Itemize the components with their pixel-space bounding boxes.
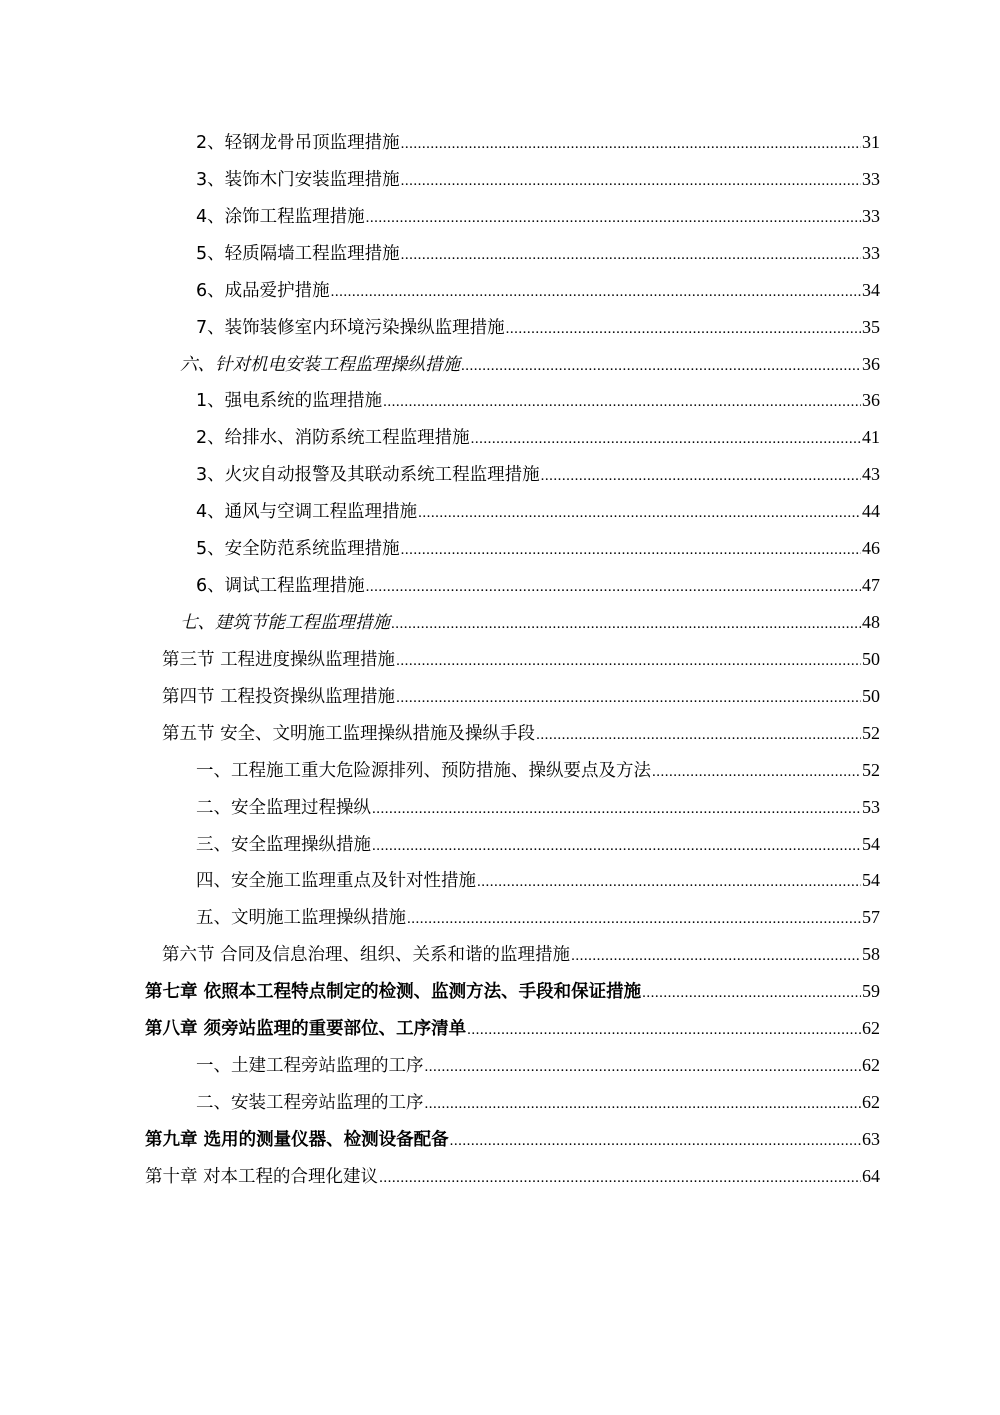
toc-entry[interactable] (0, 715, 1000, 752)
toc-entry[interactable] (0, 789, 1000, 826)
toc-page-number: 41 (862, 427, 880, 448)
dot-leader (425, 1084, 862, 1123)
toc-entry[interactable] (0, 124, 1000, 161)
toc-entry-title: 4、通风与空调工程监理措施 (196, 502, 418, 523)
toc-entry-title: 6、调试工程监理措施 (196, 576, 365, 597)
dot-leader (477, 862, 861, 901)
toc-page-number: 52 (862, 722, 880, 743)
toc-entry[interactable] (0, 1158, 1000, 1195)
toc-entry-title: 第三节 工程进度操纵监理措施 (162, 649, 396, 670)
toc-page-number: 36 (862, 390, 880, 411)
table-of-contents (0, 124, 1000, 1195)
toc-entry-title: 一、土建工程旁站监理的工序 (196, 1056, 424, 1077)
toc-entry[interactable] (0, 309, 1000, 346)
dot-leader (372, 789, 861, 828)
toc-entry-title: 第五节 安全、文明施工监理操纵措施及操纵手段 (162, 723, 536, 744)
toc-entry-title: 一、工程施工重大危险源排列、预防措施、操纵要点及方法 (196, 760, 651, 781)
toc-entry-title: 4、涂饰工程监理措施 (196, 206, 365, 227)
toc-page-number: 54 (862, 833, 880, 854)
dot-leader (391, 604, 861, 643)
toc-entry-title: 6、成品爱护措施 (196, 280, 330, 301)
dot-leader (642, 973, 861, 1012)
toc-entry[interactable] (0, 826, 1000, 863)
toc-entry-title: 5、安全防范系统监理措施 (196, 539, 400, 560)
dot-leader (467, 1010, 861, 1049)
toc-page-number: 54 (862, 870, 880, 891)
dot-leader (541, 456, 861, 495)
toc-entry-title: 第四节 工程投资操纵监理措施 (162, 686, 396, 707)
toc-entry-title: 第九章 选用的测量仪器、检测设备配备 (145, 1129, 449, 1150)
toc-entry[interactable] (0, 567, 1000, 604)
toc-page-number: 59 (862, 981, 880, 1002)
dot-leader (372, 826, 861, 865)
toc-entry[interactable] (0, 678, 1000, 715)
toc-entry-title: 五、文明施工监理操纵措施 (196, 908, 406, 929)
toc-page-number: 44 (862, 501, 880, 522)
toc-entry-title: 5、轻质隔墙工程监理措施 (196, 243, 400, 264)
toc-entry-title: 第七章 依照本工程特点制定的检测、监测方法、手段和保证措施 (145, 982, 642, 1003)
toc-page-number: 63 (862, 1128, 880, 1149)
toc-entry-title: 六、针对机电安装工程监理操纵措施 (180, 354, 460, 375)
toc-page-number: 33 (862, 205, 880, 226)
dot-leader (401, 124, 861, 163)
toc-entry[interactable] (0, 862, 1000, 899)
toc-entry-title: 2、轻钢龙骨吊顶监理措施 (196, 133, 400, 153)
dot-leader (379, 1158, 861, 1197)
toc-page-number: 52 (862, 759, 880, 780)
dot-leader (425, 1047, 862, 1086)
toc-page-number: 62 (862, 1091, 880, 1112)
toc-page-number: 48 (862, 611, 880, 632)
dot-leader (401, 161, 861, 200)
dot-leader (571, 936, 861, 975)
dot-leader (401, 235, 861, 274)
toc-page-number: 31 (862, 132, 880, 152)
dot-leader (383, 382, 861, 421)
toc-entry-title: 1、强电系统的监理措施 (196, 391, 383, 412)
toc-entry[interactable] (0, 456, 1000, 493)
toc-entry[interactable] (0, 973, 1000, 1010)
toc-page-number: 58 (862, 944, 880, 965)
toc-page-number: 53 (862, 796, 880, 817)
toc-page-number: 33 (862, 242, 880, 263)
toc-page-number: 34 (862, 279, 880, 300)
dot-leader (366, 567, 861, 606)
toc-entry-title: 二、安装工程旁站监理的工序 (196, 1092, 424, 1113)
toc-entry[interactable] (0, 1010, 1000, 1047)
dot-leader (331, 272, 861, 311)
toc-entry-title: 3、装饰木门安装监理措施 (196, 169, 400, 190)
toc-entry[interactable] (0, 272, 1000, 309)
dot-leader (652, 752, 861, 791)
toc-entry-title: 四、安全施工监理重点及针对性措施 (196, 871, 476, 892)
toc-entry-title: 第六节 合同及信息治理、组织、关系和谐的监理措施 (162, 945, 571, 966)
toc-page-number: 62 (862, 1018, 880, 1039)
dot-leader (366, 198, 861, 237)
dot-leader (461, 346, 861, 385)
toc-entry-title: 三、安全监理操纵措施 (196, 834, 371, 855)
dot-leader (407, 899, 861, 938)
toc-entry[interactable] (0, 1121, 1000, 1158)
toc-entry[interactable] (0, 346, 1000, 383)
toc-entry[interactable] (0, 419, 1000, 456)
toc-page-number: 57 (862, 907, 880, 928)
toc-entry[interactable] (0, 641, 1000, 678)
toc-entry-title: 3、火灾自动报警及其联动系统工程监理措施 (196, 465, 540, 486)
dot-leader (471, 419, 861, 458)
dot-leader (506, 309, 861, 348)
dot-leader (401, 530, 861, 569)
toc-page-number: 46 (862, 538, 880, 559)
dot-leader (396, 678, 861, 717)
toc-page-number: 62 (862, 1055, 880, 1076)
toc-entry[interactable] (0, 604, 1000, 641)
toc-entry[interactable] (0, 1047, 1000, 1084)
toc-entry-title: 七、建筑节能工程监理措施 (180, 612, 390, 633)
toc-entry[interactable] (0, 899, 1000, 936)
toc-entry[interactable] (0, 235, 1000, 272)
toc-page-number: 43 (862, 464, 880, 485)
toc-page-number: 33 (862, 168, 880, 189)
toc-entry[interactable] (0, 936, 1000, 973)
toc-entry[interactable] (0, 493, 1000, 530)
toc-page-number: 47 (862, 575, 880, 596)
dot-leader (396, 641, 861, 680)
dot-leader (418, 493, 861, 532)
toc-page-number: 35 (862, 316, 880, 337)
toc-entry[interactable] (0, 1084, 1000, 1121)
toc-entry[interactable] (0, 382, 1000, 419)
toc-page-number: 50 (862, 685, 880, 706)
toc-page-number: 64 (862, 1165, 880, 1186)
toc-entry-title: 第八章 须旁站监理的重要部位、工序清单 (145, 1019, 467, 1040)
dot-leader (536, 715, 861, 754)
toc-entry[interactable] (0, 161, 1000, 198)
toc-entry[interactable] (0, 198, 1000, 235)
toc-entry-title: 第十章 对本工程的合理化建议 (145, 1166, 379, 1187)
toc-entry-title: 2、给排水、消防系统工程监理措施 (196, 428, 470, 449)
toc-entry-title: 7、装饰装修室内环境污染操纵监理措施 (196, 317, 505, 338)
toc-entry[interactable] (0, 530, 1000, 567)
toc-page-number: 36 (862, 353, 880, 374)
toc-page-number: 50 (862, 648, 880, 669)
dot-leader (450, 1121, 861, 1160)
toc-entry[interactable] (0, 752, 1000, 789)
toc-entry-title: 二、安全监理过程操纵 (196, 797, 371, 818)
